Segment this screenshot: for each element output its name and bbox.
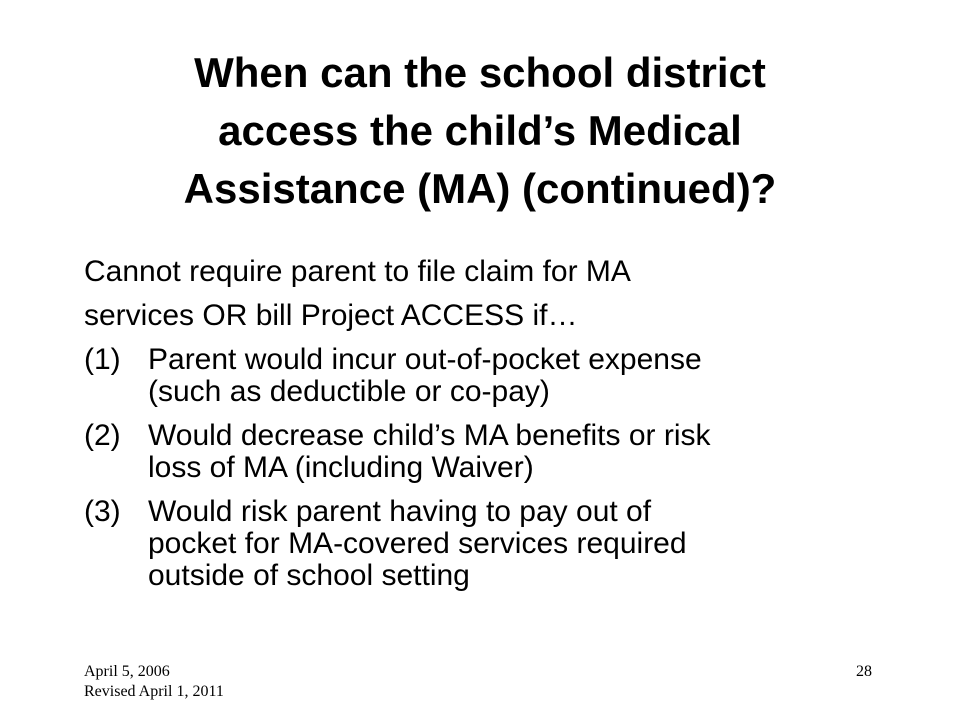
title-line-1: When can the school district — [194, 49, 766, 96]
intro-line-2: services OR bill Project ACCESS if… — [84, 299, 578, 332]
item-text — [148, 496, 687, 592]
item-text-line: Would risk parent having to pay out of — [148, 495, 652, 528]
list-item — [84, 420, 884, 484]
item-text-line: Would decrease child’s MA benefits or risk — [148, 419, 711, 452]
page-number: 28 — [856, 663, 872, 680]
item-text-line: pocket for MA-covered services required — [148, 527, 687, 560]
item-text — [148, 344, 702, 408]
item-text-line: Parent would incur out-of-pocket expense — [148, 343, 702, 376]
title-line-2: access the child’s Medical — [218, 107, 742, 154]
list-item — [84, 344, 884, 408]
item-text — [148, 420, 711, 484]
footer-date-line: Revised April 1, 2011 — [84, 683, 224, 700]
item-text-line: outside of school setting — [148, 559, 470, 592]
intro-line-1: Cannot require parent to file claim for MA — [84, 255, 631, 288]
footer-date — [84, 662, 224, 702]
slide-title — [60, 44, 900, 218]
list-item — [84, 496, 884, 592]
slide-body — [84, 250, 884, 604]
item-text-line: loss of MA (including Waiver) — [148, 451, 534, 484]
footer-date-line: April 5, 2006 — [84, 663, 170, 680]
item-number: (1) — [84, 343, 121, 376]
intro-paragraph — [84, 250, 884, 338]
item-number: (3) — [84, 495, 121, 528]
item-number: (2) — [84, 419, 121, 452]
item-text-line: (such as deductible or co-pay) — [148, 375, 550, 408]
title-line-3: Assistance (MA) (continued)? — [183, 165, 777, 212]
condition-list — [84, 344, 884, 592]
